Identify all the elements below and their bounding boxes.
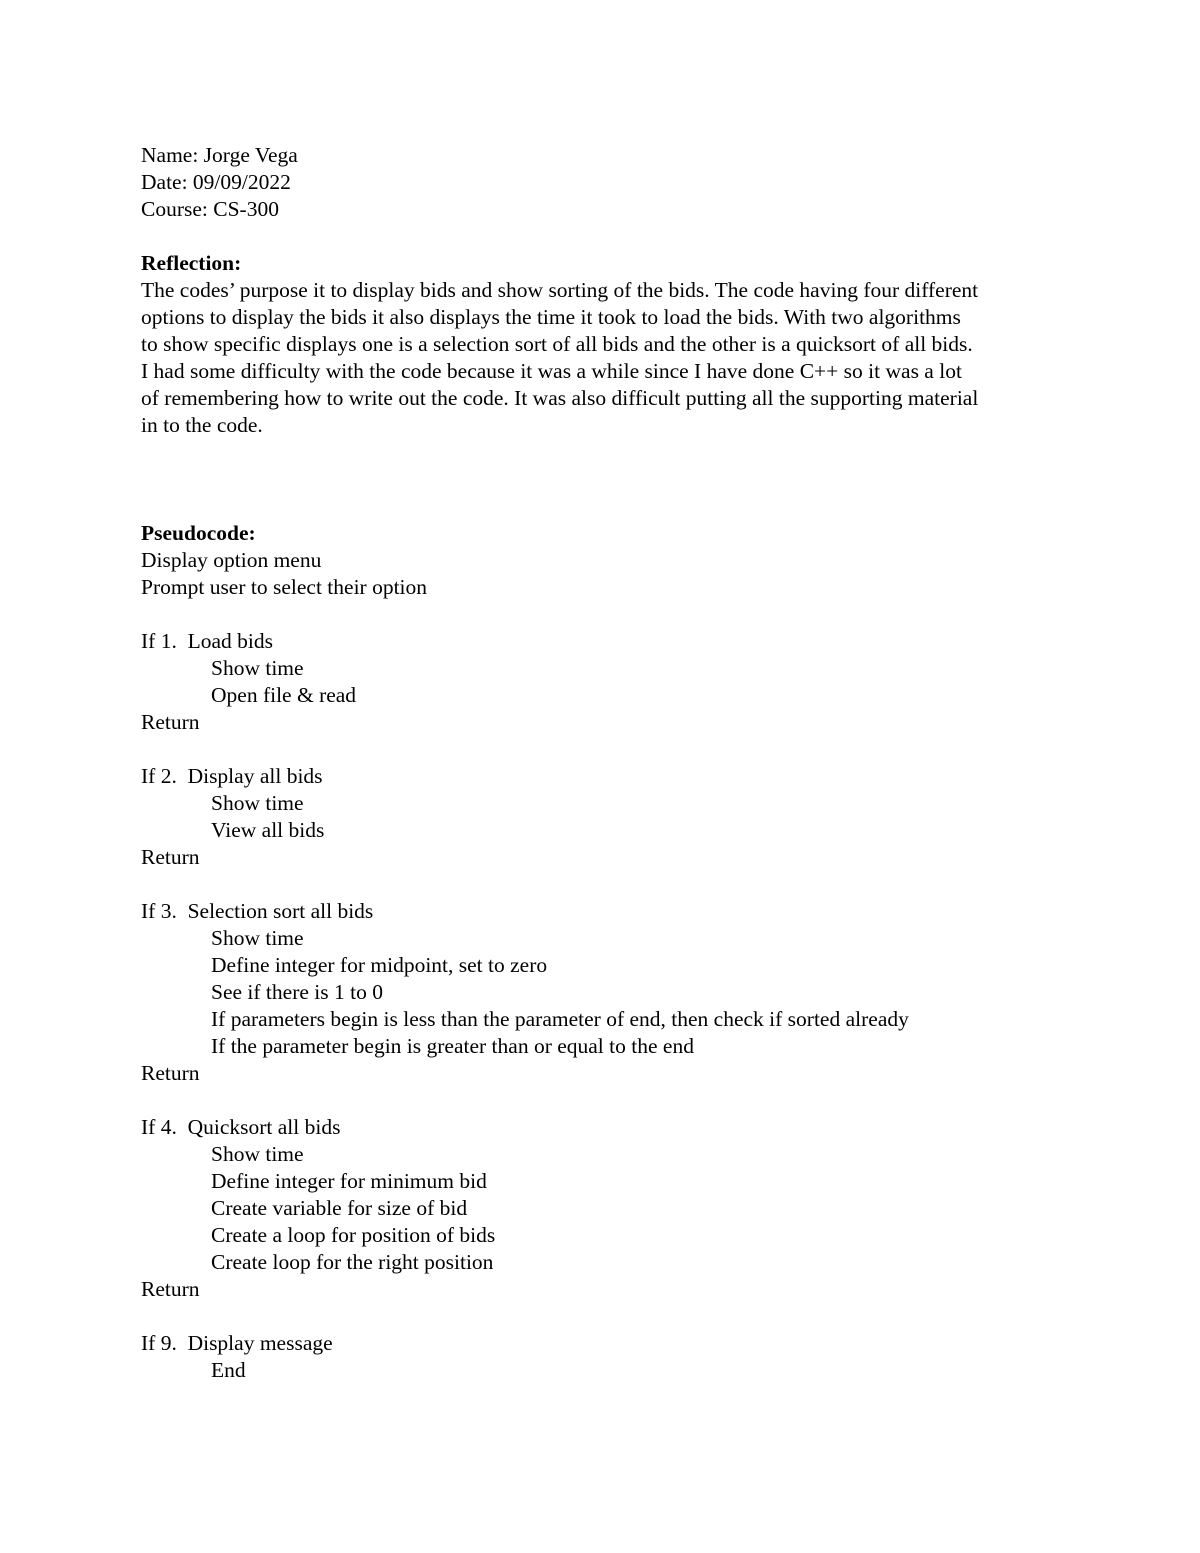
- pseudocode-block-4: [141, 1114, 1071, 1303]
- block-step: Open file & read: [211, 683, 357, 707]
- pseudocode-block-1: [141, 628, 1071, 736]
- block-step: Show time: [211, 656, 304, 680]
- block-title: If 9. Display message: [141, 1331, 333, 1355]
- name-line: Name: Jorge Vega: [141, 143, 298, 167]
- block-return: Return: [141, 710, 200, 734]
- spacer: [141, 601, 1071, 628]
- pseudocode-block-2: [141, 763, 1071, 871]
- block-return: Return: [141, 845, 200, 869]
- block-return: Return: [141, 1061, 200, 1085]
- header-block: [141, 142, 1071, 223]
- block-step: Show time: [211, 1142, 304, 1166]
- block-step: Create a loop for position of bids: [211, 1223, 496, 1247]
- reflection-section: [141, 250, 1071, 439]
- block-title: If 4. Quicksort all bids: [141, 1115, 341, 1139]
- reflection-heading: Reflection:: [141, 251, 242, 275]
- pseudocode-intro-line: Display option menu: [141, 548, 322, 572]
- pseudocode-intro-line: Prompt user to select their option: [141, 575, 428, 599]
- block-step: End: [211, 1358, 246, 1382]
- course-line: Course: CS-300: [141, 197, 279, 221]
- block-step: Create loop for the right position: [211, 1250, 494, 1274]
- block-title: If 1. Load bids: [141, 629, 273, 653]
- block-title: If 3. Selection sort all bids: [141, 899, 374, 923]
- reflection-line: options to display the bids it also displays the time it took to load the bids. With two algorithms: [141, 305, 961, 329]
- reflection-line: I had some difficulty with the code because it was a while since I have done C++ so it was a lot: [141, 359, 962, 383]
- spacer: [141, 1087, 1071, 1114]
- reflection-line: The codes’ purpose it to display bids and show sorting of the bids. The code having four different: [141, 278, 979, 302]
- reflection-line: in to the code.: [141, 413, 263, 437]
- spacer: [141, 871, 1071, 898]
- block-step: See if there is 1 to 0: [211, 980, 383, 1004]
- block-step: Define integer for midpoint, set to zero: [211, 953, 548, 977]
- document-page: [141, 142, 1071, 1384]
- block-step: Define integer for minimum bid: [211, 1169, 487, 1193]
- reflection-line: to show specific displays one is a selection sort of all bids and the other is a quicksort of all bids.: [141, 332, 973, 356]
- block-step: View all bids: [211, 818, 325, 842]
- block-step: If parameters begin is less than the parameter of end, then check if sorted already: [211, 1007, 909, 1031]
- block-return: Return: [141, 1277, 200, 1301]
- spacer: [141, 439, 1071, 520]
- block-step: Show time: [211, 791, 304, 815]
- spacer: [141, 736, 1071, 763]
- pseudocode-section: [141, 520, 1071, 1384]
- block-title: If 2. Display all bids: [141, 764, 323, 788]
- pseudocode-heading: Pseudocode:: [141, 521, 256, 545]
- block-step: If the parameter begin is greater than or equal to the end: [211, 1034, 694, 1058]
- pseudocode-block-3: [141, 898, 1071, 1087]
- date-line: Date: 09/09/2022: [141, 170, 291, 194]
- block-step: Create variable for size of bid: [211, 1196, 468, 1220]
- spacer: [141, 1303, 1071, 1330]
- reflection-line: of remembering how to write out the code. It was also difficult putting all the supporting material: [141, 386, 979, 410]
- pseudocode-block-5: [141, 1330, 1071, 1384]
- spacer: [141, 223, 1071, 250]
- block-step: Show time: [211, 926, 304, 950]
